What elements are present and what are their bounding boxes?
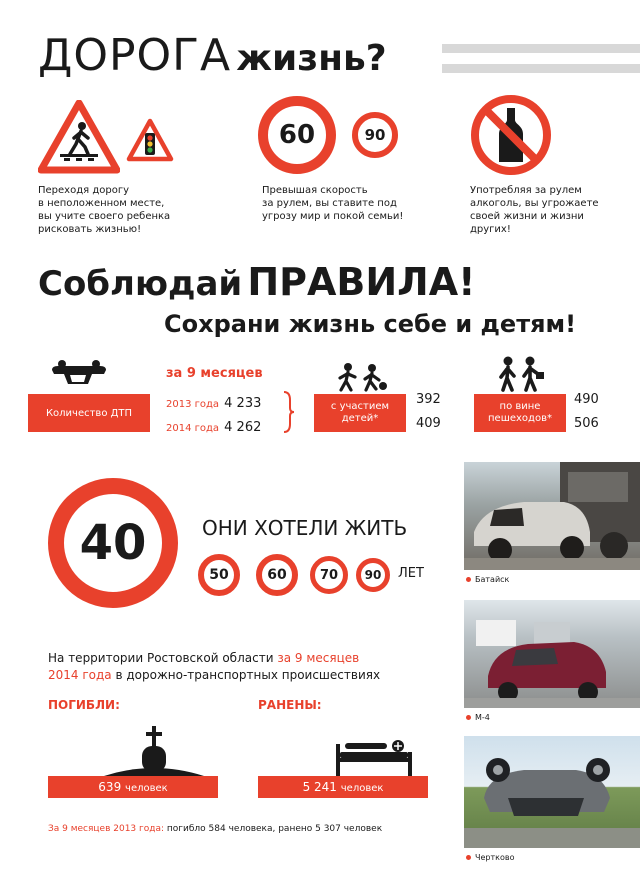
speed-limit-90-value: 90: [364, 126, 386, 144]
overturned-car-icon: [48, 360, 110, 390]
speed-limit-60-value: 60: [278, 120, 316, 150]
pedestrians-value-2014: 506: [574, 416, 599, 431]
region-text-d: в дорожно-транспортных происшествиях: [115, 668, 381, 682]
injured-count-box: [258, 776, 428, 798]
age-sign-50: [198, 554, 240, 596]
children-label-text: с участием детей*: [330, 401, 390, 424]
no-alcohol-icon: [470, 94, 552, 176]
accidents-label-text: Количество ДТП: [45, 407, 133, 419]
stats-period: за 9 месяцев: [166, 366, 263, 381]
stats-year-2013: 2013 года: [166, 399, 220, 410]
region-text-a: На территории Ростовской области: [48, 651, 274, 665]
footnote-rest: погибло 584 человека, ранено 5 307 человек: [166, 824, 383, 834]
speed-limit-60-sign: [258, 96, 336, 174]
killed-unit: человек: [125, 783, 168, 794]
photo-label-m4: М-4: [466, 713, 490, 722]
slogan-word-observe: Соблюдай: [38, 264, 243, 304]
photo-bataysk: [464, 462, 640, 570]
header-stripe-1: [442, 44, 640, 53]
stats-value-2013: 4 233: [224, 396, 262, 411]
region-text-c: 2014 года: [48, 668, 112, 682]
children-icon: [336, 362, 390, 392]
injured-label: РАНЕНЫ:: [258, 698, 322, 712]
footnote-red: За 9 месяцев 2013 года:: [48, 824, 165, 834]
photo-chertkovo: [464, 736, 640, 848]
wanted-to-live-title: ОНИ ХОТЕЛИ ЖИТЬ: [202, 516, 408, 540]
page-title: [38, 30, 387, 81]
pedestrians-icon: [494, 356, 548, 392]
photo-label-chertkovo: Чертково: [466, 853, 514, 862]
stats-row-2013: [166, 392, 261, 411]
pedestrians-label: [474, 394, 566, 432]
pedestrians-value-2013: 490: [574, 392, 599, 407]
speed-limit-40-sign: [48, 478, 178, 608]
age-sign-90-value: 90: [364, 568, 382, 582]
grave-cross-icon: [104, 724, 204, 776]
pedestrians-label-text: по вине пешеходов*: [488, 401, 552, 424]
speed-limit-90-sign: [352, 112, 398, 158]
slogan-line-1: [38, 260, 475, 304]
age-sign-60: [256, 554, 298, 596]
slogan-line-2: Сохрани жизнь себе и детям!: [164, 310, 577, 338]
killed-count: 639: [98, 780, 122, 794]
region-text: [48, 650, 448, 684]
age-sign-50-value: 50: [209, 567, 229, 583]
accidents-label: [28, 394, 150, 432]
title-caps: ДОРОГА: [38, 30, 232, 81]
children-label: [314, 394, 406, 432]
caption-alcohol: Употребляя за рулем алкоголь, вы угрожаете своей жизни и жизни других!: [470, 185, 599, 235]
hospital-bed-icon: [334, 736, 414, 776]
injured-count: 5 241: [302, 780, 337, 794]
children-value-2013: 392: [416, 392, 441, 407]
slogan-word-rules: ПРАВИЛА!: [247, 260, 476, 304]
children-value-2014: 409: [416, 416, 441, 431]
region-text-b: за 9 месяцев: [277, 651, 360, 665]
stats-brace: [282, 390, 296, 434]
age-sign-70: [310, 556, 348, 594]
stats-row-2014: [166, 416, 261, 435]
killed-count-box: [48, 776, 218, 798]
caption-speeding: Превышая скорость за рулем, вы ставите под угрозу мир и покой семьи!: [262, 185, 404, 222]
photo-m4: [464, 600, 640, 708]
injured-unit: человек: [340, 783, 384, 794]
header-stripe-2: [442, 64, 640, 73]
stats-value-2014: 4 262: [224, 420, 262, 435]
pedestrian-warning-icon: [38, 100, 120, 174]
age-suffix: ЛЕТ: [398, 566, 424, 581]
killed-label: ПОГИБЛИ:: [48, 698, 120, 712]
age-sign-60-value: 60: [267, 567, 287, 583]
caption-crossing: Переходя дорогу в неположенном месте, вы учите своего ребенка рисковать жизнью!: [38, 185, 171, 235]
footnote: [48, 824, 382, 834]
title-rest: жизнь?: [236, 38, 387, 79]
photo-label-bataysk: Батайск: [466, 575, 509, 584]
stats-year-2014: 2014 года: [166, 423, 220, 434]
speed-limit-40-value: 40: [79, 515, 147, 571]
traffic-light-warning-icon: [126, 118, 174, 162]
age-sign-90: [356, 558, 390, 592]
age-sign-70-value: 70: [319, 567, 339, 583]
